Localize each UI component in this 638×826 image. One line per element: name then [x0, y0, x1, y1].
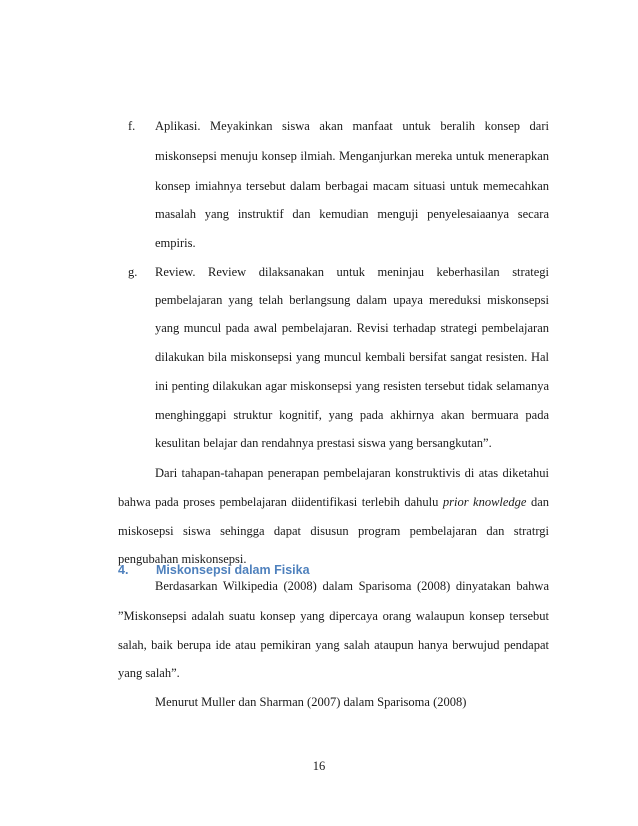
- list-item-line: empiris.: [155, 236, 196, 250]
- paragraph-line: Berdasarkan Wilkipedia (2008) dalam Sparisoma (2008) dinyatakan bahwa: [155, 579, 549, 593]
- section-number: 4.: [118, 563, 129, 577]
- list-item-line: masalah yang instruktif dan kemudian menguji penyelesaiaanya secara: [155, 207, 549, 221]
- list-marker: f.: [128, 119, 136, 133]
- paragraph-line: Dari tahapan-tahapan penerapan pembelajaran konstruktivis di atas diketahui: [155, 466, 549, 480]
- paragraph-line: ”Miskonsepsi adalah suatu konsep yang dipercaya orang walaupun konsep tersebut: [118, 609, 549, 623]
- list-item-line: dilakukan bila miskonsepsi yang muncul kembali bersifat sangat resisten. Hal: [155, 350, 549, 364]
- list-item-line: miskonsepsi menuju konsep ilmiah. Menganjurkan mereka untuk menerapkan: [155, 149, 549, 163]
- list-item-line: Review. Review dilaksanakan untuk meninjau keberhasilan strategi: [155, 265, 549, 279]
- paragraph-line: pengubahan miskonsepsi.: [118, 552, 247, 566]
- page-number: 16: [312, 759, 326, 773]
- list-item-line: kesulitan belajar dan rendahnya prestasi siswa yang bersangkutan”.: [155, 436, 492, 450]
- list-marker: g.: [128, 265, 138, 279]
- italic-term: prior knowledge: [442, 495, 527, 509]
- paragraph-text: bahwa pada proses pembelajaran diidentifikasi terlebih dahulu: [118, 495, 443, 509]
- paragraph-text: dan: [526, 495, 549, 509]
- paragraph-line: miskosepsi siswa sehingga dapat disusun program pembelajaran dan stratrgi: [118, 524, 549, 538]
- section-title: Miskonsepsi dalam Fisika: [156, 563, 310, 577]
- paragraph-line: Menurut Muller dan Sharman (2007) dalam Sparisoma (2008): [155, 695, 467, 709]
- paragraph-line: yang salah”.: [118, 666, 180, 680]
- list-item-line: pembelajaran yang telah berlangsung dalam upaya mereduksi miskonsepsi: [155, 293, 549, 307]
- list-item-line: konsep imiahnya tersebut dalam berbagai macam situasi untuk memecahkan: [155, 179, 549, 193]
- paragraph-line: [118, 494, 549, 510]
- list-item-line: ini penting dilakukan agar miskonsepsi yang resisten tersebut tidak selamanya: [155, 379, 549, 393]
- list-item-line: menghinggapi struktur kognitif, yang pada akhirnya akan bermuara pada: [155, 408, 549, 422]
- list-item-line: yang muncul pada awal pembelajaran. Revisi terhadap strategi pembelajaran: [155, 321, 549, 335]
- list-item-line: Aplikasi. Meyakinkan siswa akan manfaat untuk beralih konsep dari: [155, 119, 549, 133]
- paragraph-line: salah, baik berupa ide atau pemikiran yang salah ataupun hanya berwujud pendapat: [118, 638, 549, 652]
